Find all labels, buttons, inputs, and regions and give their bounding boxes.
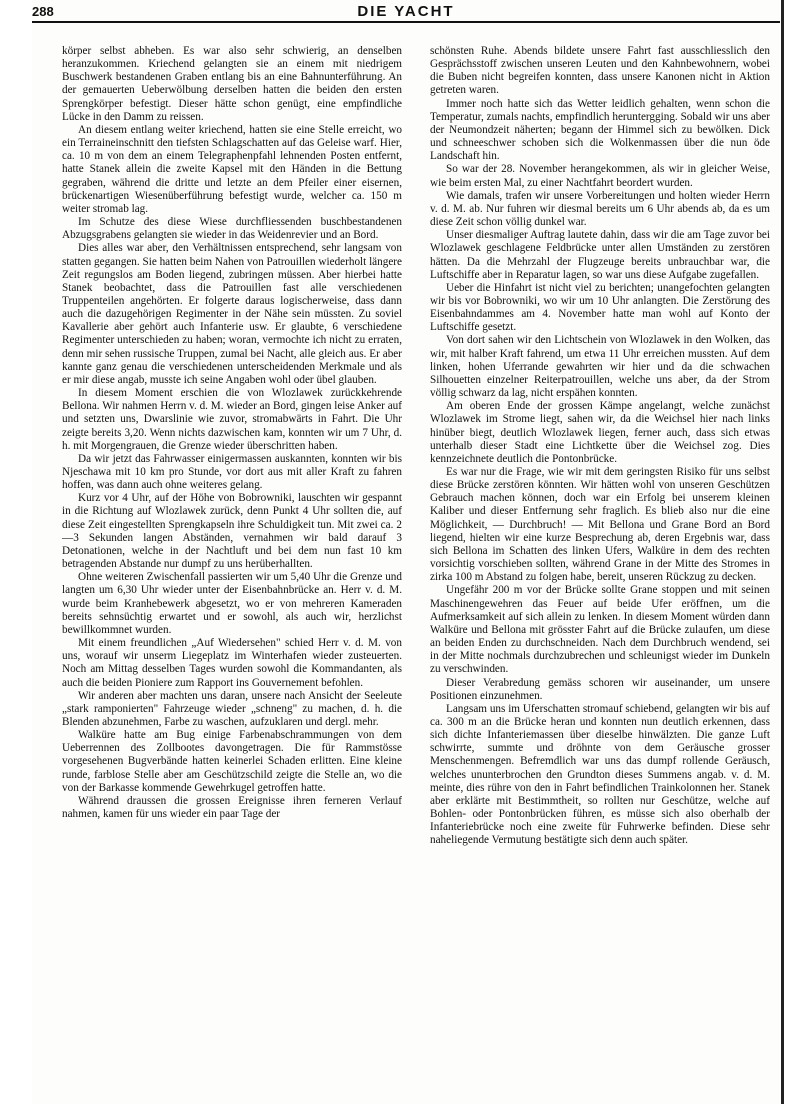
right-column [430,45,770,848]
header-rule [32,21,780,23]
left-column [62,45,402,821]
paragraph: Es war nur die Frage, wie wir mit dem geringsten Risiko für uns selbst diese Brücke zerstören könnten. Wir hätten wohl von unseren Geschützen Gebrauch machen können, doch war ein Erfolg bei unserem kleinen Kaliber und dieser Entfernung sehr fraglich. Es blieb also nur die eine Möglichkeit, — Durchbruch! — Mit Bellona und Grane Bord an Bord liegend, hielten wir eine kurze Besprechung ab, deren Ergebnis war, dass sich Bellona im Schatten des linken Ufers, Walküre in dem des rechten vorsichtig vorschieben sollten, während Grane in der Mitte des Stromes in zirka 100 m Abstand zu folgen habe, bereit, unseren Rückzug zu decken. [430,466,770,584]
paragraph: An diesem entlang weiter kriechend, hatten sie eine Stelle erreicht, wo ein Terraineinschnitt den tiefsten Schlagschatten auf das Geleise warf. Hier, ca. 10 m von dem an einem Telegraphenpfahl lehnenden Posten entfernt, hatte Stanek allein die zweite Kapsel mit den Händen in die Bettung gegraben, während die dritte und letzte an dem Pfeiler einer eisernen, brückenartigen Wiesenüberführung befestigt wurde, welcher ca. 150 m weiter stromab lag. [62,123,402,215]
page-edge [781,0,784,1104]
paragraph: Walküre hatte am Bug einige Farbenabschrammungen von dem Ueberrennen des Zollbootes davongetragen. Die für Rammstösse vorgesehenen Bugverbände hatten keinerlei Schaden erlitten. Eine kleine runde, farblose Stelle aber am Geschützschild zeigte die Stelle an, wo die von der Barkasse kommende Gewehrkugel getroffen hatte. [62,729,402,794]
paragraph: Ungefähr 200 m vor der Brücke sollte Grane stoppen und mit seinen Maschinengewehren das Feuer auf beide Ufer eröffnen, um die Aufmerksamkeit auf sich allein zu lenken. In diesem Moment würden dann Walküre und Bellona mit grösster Fahrt auf die Brücke zulaufen, um diese an beiden Enden zu durchschneiden. Nach dem Durchbruch wendend, sei in der Mitte nochmals durchzubrechen und schleunigst wieder im Dunkeln zu verschwinden. [430,584,770,676]
paragraph: So war der 28. November herangekommen, als wir in gleicher Weise, wie beim ersten Mal, zu einer Nachtfahrt beordert wurden. [430,163,770,189]
paragraph: Ueber die Hinfahrt ist nicht viel zu berichten; unangefochten gelangten wir bis vor Bobrowniki, wo wir um 10 Uhr anlangten. Die Zerstörung des Eisenbahndammes am 4. November hatte man wohl auf Konto der Luftschiffe gesetzt. [430,281,770,334]
paragraph: Ohne weiteren Zwischenfall passierten wir um 5,40 Uhr die Grenze und langten um 6,30 Uhr wieder unter der Eisenbahnbrücke an. Herr v. d. M. wurde beim Kranhebewerk abgesetzt, wo er von mehreren Kameraden bereits sehnsüchtig erwartet und er sowohl, als auch wir, herzlichst bewillkommnet wurden. [62,571,402,636]
paragraph: Unser diesmaliger Auftrag lautete dahin, dass wir die am Tage zuvor bei Wlozlawek geschlagene Feldbrücke unter allen Umständen zu zerstören hätten. Da die Mehrzahl der Flugzeuge bereits unbrauchbar war, die Luftschiffe aber in Reparatur lagen, so war uns diese Aufgabe zugefallen. [430,229,770,281]
paragraph: Am oberen Ende der grossen Kämpe angelangt, welche zunächst Wlozlawek im Strome liegt, sahen wir, da die Weichsel hier nach links hinüber biegt, deutlich Wlozlawek liegen, ferner auch, dass sich etwas unterhalb dieser Stadt eine Lichtkette über die Weichsel zog. Dies kennzeichnete deutlich die Pontonbrücke. [430,400,770,465]
paragraph: Von dort sahen wir den Lichtschein von Wlozlawek in den Wolken, das wir, mit halber Kraft fahrend, um etwa 11 Uhr erreichen mussten. Auf dem linken, hohen Uferrande gewahrten wir hier und da die schwachen Silhouetten einzelner Reiterpatrouillen, welche uns aber, da der Strom völlig schwarz da lag, nicht erspähen konnten. [430,334,770,400]
paragraph: Dieser Verabredung gemäss schoren wir auseinander, um unsere Positionen einzunehmen. [430,676,770,702]
paragraph: In diesem Moment erschien die von Wlozlawek zurückkehrende Bellona. Wir nahmen Herrn v. d. M. wieder an Bord, gingen leise Anker auf und setzten uns, Dwarslinie wie zuvor, stromabwärts in Fahrt. Die Uhr zeigte bereits 3,20. Wenn nichts dazwischen kam, konnten wir um 7 Uhr, d. h. mit Morgengrauen, die Grenze wieder überschritten haben. [62,387,402,452]
page-number: 288 [32,4,54,19]
paragraph: schönsten Ruhe. Abends bildete unsere Fahrt fast ausschliesslich den Gesprächsstoff zwischen unseren Leuten und den Kahnbewohnern, wobei die Buben nicht begreifen konnten, dass unsere Kanonen nicht in Aktion getreten waren. [430,45,770,97]
paragraph: Dies alles war aber, den Verhältnissen entsprechend, sehr langsam von statten gegangen. Sie hatten beim Nahen von Patrouillen wiederholt längere Zeit regungslos am Boden liegend, zubringen müssen. Aber hierbei hatte Stanek beobachtet, dass die Patrouillen fast alle verschiedenen Truppenteilen angehörten. Er folgerte daraus logischerweise, dass dann auch die dazugehörigen Regimenter in der Nähe sein müssten. Zu soviel Kavallerie aber gehört auch Infanterie usw. Er glaubte, 6 verschiedene Regimenter unterschieden zu haben; woran, vermochte ich nicht zu erraten, denn mir sehen russische Truppen, zumal bei Nacht, alle gleich aus. Er aber kannte ganz genau die verschiedenen unterscheidenden Merkmale und als er mir diese angab, musste ich seine Angaben wohl oder übel glauben. [62,242,402,386]
paragraph: Langsam uns im Uferschatten stromauf schiebend, gelangten wir bis auf ca. 300 m an die Brücke heran und konnten nun deutlich erkennen, dass sich dichte Infanteriemassen über dieselbe hinwälzten. Die ganze Luft schwirrte, summte und dröhnte von dem Geräusche grosser Menschenmengen. Befremdlich war uns das dumpf rollende Geräusch, welches ununterbrochen den Grundton dieses Summens angab. v. d. M. meinte, dies rühre von den in Fahrt befindlichen Trainkolonnen her. Stanek aber erklärte mit Bestimmtheit, so rollten nur Geschütze, welche auf Bohlen- oder Pontonbrücken führen, es müsse sich also oberhalb der Infanteriebrücke noch eine zweite für Fuhrwerke befinden. Diese sehr naheliegende Vermutung bestätigte sich denn auch später. [430,702,770,847]
paragraph: Immer noch hatte sich das Wetter leidlich gehalten, wenn schon die Temperatur, zumals nachts, empfindlich heruntergging. Sobald wir uns aber der Neumondzeit näherten; begann der Himmel sich zu bewölken. Dick und schneeschwer schoben sich die Wolkenmassen über die nun öde Landschaft hin. [430,97,770,163]
paragraph: körper selbst abheben. Es war also sehr schwierig, an denselben heranzukommen. Kriechend gelangten sie an einem mit niedrigem Buschwerk bestandenen Graben entlang bis an eine Bahnunterführung. An der gemauerten Ueberwölbung derselben hatten die beiden den ersten Sprengkörper befestigt. Dieser hätte schon genügt, eine empfindliche Lücke in den Damm zu reissen. [62,45,402,123]
paragraph: Mit einem freundlichen „Auf Wiedersehen" schied Herr v. d. M. von uns, worauf wir unserm Liegeplatz im Winterhafen wieder zusteuerten. Noch am Mittag desselben Tages wurden sowohl die Kommandanten, als auch die beiden Pioniere zum Rapport ins Gouvernement befohlen. [62,637,402,689]
paragraph: Im Schutze des diese Wiese durchfliessenden buschbestandenen Abzugsgrabens gelangten sie wieder in das Weidenrevier und an Bord. [62,216,402,242]
paragraph: Während draussen die grossen Ereignisse ihren ferneren Verlauf nahmen, kamen für uns wieder ein paar Tage der [62,794,402,821]
paragraph: Wir anderen aber machten uns daran, unsere nach Ansicht der Seeleute „stark ramponierten" Fahrzeuge wieder „schneng" zu machen, d. h. die Blenden abzunehmen, Farbe zu waschen, aufzuklaren und dergl. mehr. [62,689,402,728]
paragraph: Da wir jetzt das Fahrwasser einigermassen auskannten, konnten wir bis Njeschawa mit 10 km pro Stunde, vor dort aus mit aller Kraft zu fahren hoffen, was dann auch ohne weiteres gelang. [62,452,402,492]
running-title: DIE YACHT [357,3,455,20]
paragraph: Wie damals, trafen wir unsere Vorbereitungen und holten wieder Herrn v. d. M. ab. Nur fuhren wir diesmal bereits um 6 Uhr abends ab, da es um diese Zeit schon völlig dunkel war. [430,189,770,229]
paragraph: Kurz vor 4 Uhr, auf der Höhe von Bobrowniki, lauschten wir gespannt in die Richtung auf Wlozlawek zurück, denn Punkt 4 Uhr sollten die, auf diese Zeit eingestellten Sprengkapseln ihre Schuldigkeit tun. Mit zwei ca. 2—3 Sekunden langen Abständen, vernahmen wir bald darauf 3 Detonationen, welche in der Nachtluft und bei dem nun fast 10 km betragenden Abstande nur dumpf zu uns herüberhallten. [62,492,402,571]
